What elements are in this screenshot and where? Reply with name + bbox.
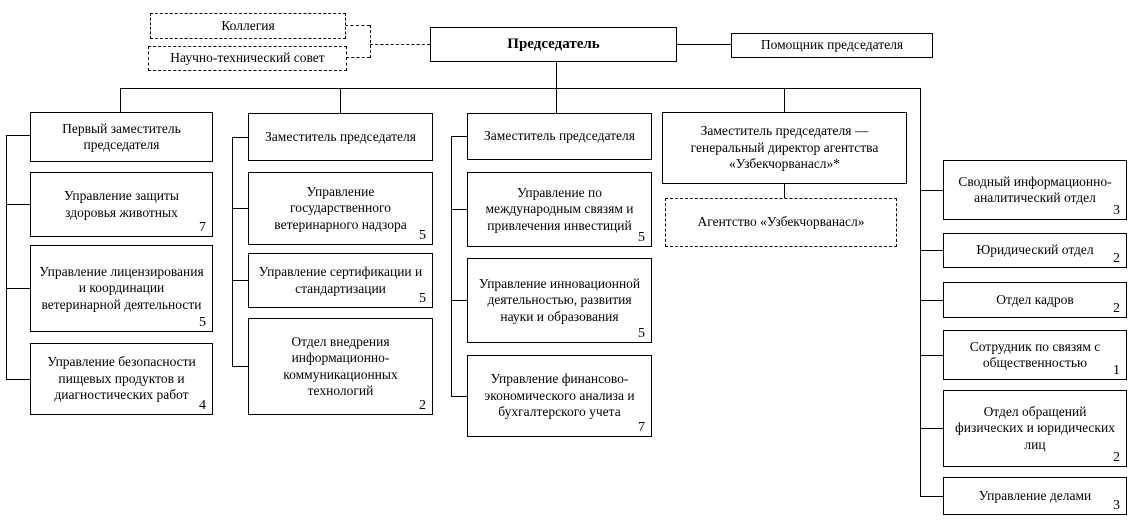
connector-line [6,288,30,289]
connector-line [232,208,248,209]
node-administration-department [943,477,1127,515]
node-international-relations-investments [467,172,652,247]
node-label: Отдел обращений физических и юридических лиц [955,403,1115,452]
connector-line [920,355,943,356]
staff-count: 5 [638,326,645,341]
staff-count: 5 [638,230,645,245]
node-label: Отдел кадров [996,291,1074,307]
node-food-safety-diagnostics [30,343,213,415]
staff-count: 7 [199,220,206,235]
connector-line [451,136,452,396]
node-hr-department [943,282,1127,318]
connector-line [120,88,920,89]
node-label: Сводный информационно-аналитический отдел [958,173,1112,205]
connector-line [920,428,943,429]
node-legal-department [943,233,1127,268]
dashed-connector-line [370,44,430,45]
dashed-connector-line [345,25,370,26]
connector-line [232,137,248,138]
staff-count: 2 [1113,301,1120,316]
connector-line [920,300,943,301]
node-certification-standardization [248,253,433,308]
node-ict-implementation [248,318,433,415]
connector-line [6,135,7,379]
node-chairman [430,27,677,62]
staff-count: 2 [419,398,426,413]
node-label: Управление лицензирования и координации ветеринарной деятельности [39,263,204,312]
connector-line [451,209,467,210]
staff-count: 5 [419,228,426,243]
node-deputy-chairman-2 [248,113,433,161]
node-label: Сотрудник по связям с общественностью [969,338,1101,370]
staff-count: 5 [199,315,206,330]
node-agency-uzbekchorvanasl [665,198,897,247]
node-deputy-chairman-3 [467,113,652,160]
connector-line [120,88,121,112]
connector-line [6,379,30,380]
staff-count: 3 [1113,498,1120,513]
node-innovation-science-education [467,258,652,343]
node-deputy-chairman-agency-director [662,112,907,184]
connector-line [920,250,943,251]
node-scientific-technical-council [148,46,347,71]
node-label: Первый заместитель председателя [62,120,181,152]
node-label: Коллегия [221,17,275,33]
node-financial-economic-accounting [467,355,652,437]
node-label: Управление сертификации и стандартизации [258,264,423,296]
node-label: Заместитель председателя [484,128,635,144]
node-appeals-department [943,390,1127,467]
node-chairman-assistant [731,33,933,58]
node-public-relations-officer [943,330,1127,380]
node-label: Управление по международным связям и привлечения инвестиций [485,184,634,233]
connector-line [6,204,30,205]
connector-line [920,190,943,191]
node-label: Агентство «Узбекчорванасл» [697,214,865,230]
node-animal-health-protection [30,172,213,237]
connector-line [920,496,943,497]
node-label: Управление государственного ветеринарного надзора [274,183,407,232]
node-label: Управление инновационной деятельностью, развития науки и образования [478,275,641,324]
connector-line [677,44,731,45]
staff-count: 2 [1113,450,1120,465]
node-label: Заместитель председателя — генеральный директор агентства «Узбекчорванасл»* [690,123,879,172]
staff-count: 5 [419,291,426,306]
connector-line [451,396,467,397]
node-collegium [150,13,346,39]
connector-line [6,135,30,136]
staff-count: 4 [199,398,206,413]
staff-count: 7 [638,420,645,435]
node-label: Управление финансово-экономического анализа и бухгалтерского учета [484,371,635,420]
node-label: Помощник председателя [760,37,904,53]
node-label: Председатель [507,36,600,53]
staff-count: 2 [1113,251,1120,266]
connector-line [451,136,467,137]
connector-line [784,88,785,112]
connector-line [232,137,233,366]
node-label: Научно-технический совет [170,50,325,66]
connector-line [232,366,248,367]
connector-line [451,300,467,301]
node-licensing-coordination [30,245,213,332]
staff-count: 1 [1113,363,1120,378]
node-label: Управление защиты здоровья животных [64,188,179,220]
dashed-connector-line [370,25,371,58]
connector-line [232,280,248,281]
node-consolidated-info-analytical [943,160,1127,220]
node-state-veterinary-supervision [248,172,433,245]
node-label: Управление безопасности пищевых продуктов и диагностических работ [47,354,196,403]
node-label: Управление делами [978,487,1092,503]
dashed-connector-line [346,57,370,58]
connector-line [340,88,341,113]
node-label: Отдел внедрения информационно-коммуникационных технологий [283,333,398,398]
connector-line [920,88,921,496]
node-label: Заместитель председателя [265,128,416,144]
connector-line [784,184,785,198]
node-first-deputy-chairman [30,112,213,162]
node-label: Юридический отдел [976,242,1094,258]
staff-count: 3 [1113,203,1120,218]
